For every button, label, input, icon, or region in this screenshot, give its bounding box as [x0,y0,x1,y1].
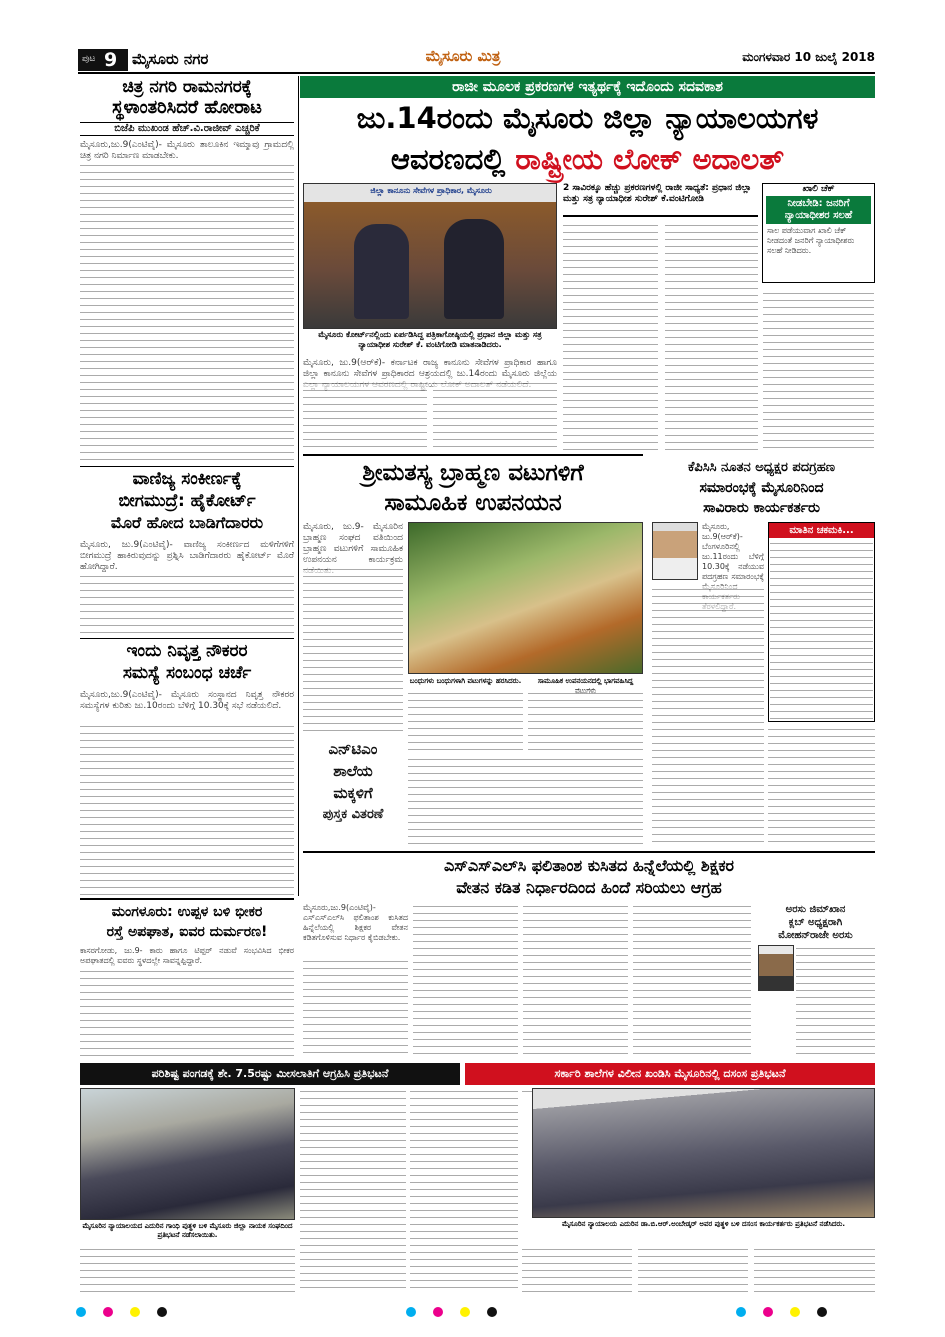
page-label: ಪುಟ [82,54,96,64]
lead-body-col3 [563,222,658,450]
mangaluru-lines [80,968,294,1058]
upanayana-photo [408,522,643,674]
upanayana-caption-right: ಸಾಮೂಹಿಕ ಉಪನಯನದಲ್ಲಿ ಭಾಗವಹಿಸಿದ್ದ [537,677,634,685]
person-right [444,219,504,319]
club-title-2: ಕ್ಲಬ್ ಅಧ್ಯಕ್ಷರಾಗಿ [788,917,843,928]
divider-2 [80,638,294,639]
page-number-box [78,49,128,71]
sslc-body: ಮೈಸೂರು,ಜು.9(ಎಂಟಿವೈ)- ಎಸ್‌ಎಸ್‌ಎಲ್‌ಸಿ ಫಲಿತಾಂಶ ಕುಸಿತದ ಹಿನ್ನೆಲೆಯಲ್ಲಿ ಶಿಕ್ಷಕರ ವೇತನ ಕಡಿತಗೊಳಿಸುವ ನಿರ್ಧಾರ ಕೈಬಿಡಬೇಕು. [303,903,408,942]
kpcc-title-2: ಸಮಾರಂಭಕ್ಕೆ ಮೈಸೂರಿನಿಂದ [699,480,824,496]
lead-body-col1 [303,380,427,450]
bottom-left-title: ಪರಿಶಿಷ್ಟ ಪಂಗಡಕ್ಕೆ ಶೇ. 7.5ರಷ್ಟು ಮೀಸಲಾತಿಗೆ ಆಗ್ರಹಿಸಿ ಪ್ರತಿಭಟನೆ [80,1063,460,1085]
sslc-lines-4 [633,903,751,1058]
ntm-line1: ಎನ್‌ಟಿಎಂ [328,740,378,758]
kpcc-lines-right [768,726,875,846]
kpcc-body: ಮೈಸೂರು, ಜು.9(ಆರ್‌ಕೆ)- ಬೆಂಗಳೂರಿನಲ್ಲಿ ಜು.11ರಂದು ಬೆಳಿಗ್ಗೆ 10.30ಕ್ಕೆ ನಡೆಯುವ ಪದಗ್ರಹಣ ಸಮಾರಂಭಕ್ಕೆ [702,522,764,581]
story3-body: ಮೈಸೂರು,ಜು.9(ಎಂಟಿವೈ)- ಮೈಸೂರು ಸಂಸ್ಥಾನದ ನಿವೃತ್ತ ನೌಕರರ ಸಮಸ್ಯೆಗಳ ಕುರಿತು ಜು.10ರಂದು ಬೆಳಿಗ್ಗೆ 10.30ಕ್ಕೆ ಸಭೆ ನಡೆಯಲಿದೆ. [80,690,294,711]
bottom-right-lines-a [522,1088,532,1098]
divider-upanayana [303,454,643,456]
reg-dot-cyan-2 [406,1307,416,1317]
club-title-3: ಮೋಹನ್‌ರಾಜೇ ಅರಸು [778,930,853,941]
ntm-line4: ಪುಸ್ತಕ ವಿತರಣೆ [322,807,384,822]
header-rule [78,72,875,74]
lead-body-col4 [665,222,758,450]
reg-dot-black-3 [817,1307,827,1317]
sidebar-lines [763,290,874,450]
reg-dot-yellow-2 [460,1307,470,1317]
story3-title-2: ಸಮಸ್ಯೆ ಸಂಬಂಧ ಚರ್ಚೆ [122,663,252,683]
paper-name: ಮೈಸೂರು ಮಿತ್ರ [425,47,501,65]
ntm-box [303,738,403,848]
upanayana-title-2: ಸಾಮೂಹಿಕ ಉಪನಯನ [384,490,562,516]
bottom-left-lines-b [300,1088,406,1294]
reg-dot-black [157,1307,167,1317]
lead-body-col2 [433,380,557,450]
sslc-title-2: ವೇತನ ಕಡಿತ ನಿರ್ಧಾರದಿಂದ ಹಿಂದೆ ಸರಿಯಲು ಆಗ್ರಹ [456,878,722,897]
upanayana-lines-mid [408,690,523,750]
bottom-right-lines-d [754,1246,875,1294]
reg-dot-magenta [103,1307,113,1317]
lead-headline-highlight: ರಾಷ್ಟ್ರೀಯ ಲೋಕ್ ಅದಾಲತ್ [515,142,785,176]
mangaluru-title-2: ರಸ್ತೆ ಅಪಘಾತ, ಐವರ ದುರ್ಮರಣ! [106,924,268,940]
lead-headline-prefix: ಆವರಣದಲ್ಲಿ [390,142,516,176]
reg-dot-yellow [130,1307,140,1317]
bottom-right-lines-c [638,1246,748,1294]
section-name: ಮೈಸೂರು ನಗರ [132,50,209,68]
story1-sub: ಬಿಜೆಪಿ ಮುಖಂಡ ಹೆಚ್.ವಿ.ರಾಜೀವ್ ಎಚ್ಚರಿಕೆ [80,122,294,136]
col-rule-left [298,76,299,896]
story2-title-1: ವಾಣಿಜ್ಯ ಸಂಕೀರ್ಣಕ್ಕೆ [132,469,242,489]
page-number: 9 [104,49,118,71]
divider-1 [80,466,294,467]
story1-body: ಮೈಸೂರು,ಜು.9(ಎಂಟಿವೈ)- ಮೈಸೂರು ತಾಲೂಕಿನ ಇಮ್ಮಾವು ಗ್ರಾಮದಲ್ಲಿ ಚಿತ್ರ ನಗರಿ ನಿರ್ಮಾಣ ಮಾಡಬೇಕು. [80,140,294,161]
sidebar-body: ಸಾಲ ಪಡೆಯುವಾಗ ಖಾಲಿ ಚೆಕ್ ನೀಡದಂತೆ ಜನರಿಗೆ ನ್ಯಾಯಾಧೀಶರು ಸಲಹೆ ನೀಡಿದರು. [767,226,855,255]
club-lines [796,945,875,1055]
lead-kicker: ರಾಜೀ ಮೂಲಕ ಪ್ರಕರಣಗಳ ಇತ್ಯರ್ಥಕ್ಕೆ ಇದೊಂದು ಸದವಕಾಶ [300,76,875,98]
ntm-story-lines [408,756,643,848]
upanayana-caption-left: ಬಂಧುಗಳು ಬಂಧುಗಳಾಗಿ ವಟುಗಳನ್ನು ಹರಸಿದರು. [409,677,522,685]
reg-dot-cyan [76,1307,86,1317]
divider-sslc [303,851,875,853]
upanayana-body: ಮೈಸೂರು, ಜು.9- ಮೈಸೂರಿನ ಬ್ರಾಹ್ಮಣ ಸಂಘದ ವತಿಯಿಂದ ಬ್ರಾಹ್ಮಣ ವಟುಗಳಿಗೆ ಸಾಮೂಹಿಕ ಉಪನಯನ ಕಾರ್ಯಕ್ರಮ [303,522,403,565]
lead-headline-line1: ಜು.14ರಂದು ಮೈಸೂರು ಜಿಲ್ಲಾ ನ್ಯಾಯಾಲಯಗಳ [356,101,819,135]
lead-photo-caption: ಮೈಸೂರು ಕೋರ್ಟ್‌ನಲ್ಲಿಂದು ಏರ್ಪಡಿಸಿದ್ದ ಪತ್ರಿಕಾಗೋಷ್ಠಿಯಲ್ಲಿ ಪ್ರಧಾನ ಜಿಲ್ಲಾ ಮತ್ತು ಸತ್ರ ನ್ಯಾಯಾಧೀಶ ಸುರೇಶ್ ಕೆ. ವಂಟಿಗೋಡಿ ಮಾತನಾಡಿದರು. [318,330,542,349]
divider-mangaluru [80,898,294,900]
registration-marks-center [400,1302,600,1318]
kpcc-title-3: ಸಾವಿರಾರು ಕಾರ್ಯಕರ್ತರು [703,500,820,516]
registration-marks-left [70,1302,330,1318]
upanayana-title-1: ಶ್ರೀಮತಸ್ಯ ಬ್ರಾಹ್ಮಣ ವಟುಗಳಿಗೆ [362,460,584,486]
registration-marks-right [730,1302,890,1318]
reg-dot-magenta-2 [433,1307,443,1317]
lead-photo [303,183,557,329]
sslc-title-1: ಎಸ್‌ಎಸ್‌ಎಲ್‌ಸಿ ಫಲಿತಾಂಶ ಕುಸಿತದ ಹಿನ್ನೆಲೆಯಲ್ಲಿ ಶಿಕ್ಷಕರ [443,856,735,875]
kpcc-title-1: ಕೆಪಿಸಿಸಿ ನೂತನ ಅಧ್ಯಕ್ಷರ ಪದಗ್ರಹಣ [688,460,835,475]
kpcc-box-lines [770,540,873,720]
person-left [354,224,409,319]
ntm-line2: ಶಾಲೆಯ [333,762,373,780]
lead-headline-line2 [300,138,875,180]
sslc-lines-3 [523,903,628,1058]
story1-title-2: ಸ್ಥಳಾಂತರಿಸಿದರೆ ಹೋರಾಟ [112,97,262,118]
mangaluru-body: ಕಾಸರಗೋಡು, ಜು.9- ಕಾರು ಹಾಗೂ ಟಿಪ್ಪರ್ ನಡುವೆ ಸಂಭವಿಸಿದ ಭೀಕರ ಅಪಘಾತದಲ್ಲಿ ಐವರು ಸ್ಥಳದಲ್ಲೇ ಸಾವನ್ನಪ್ಪಿದ್ದಾರೆ. [80,946,294,965]
bottom-right-title: ಸರ್ಕಾರಿ ಶಾಲೆಗಳ ವಿಲೀನ ಖಂಡಿಸಿ ಮೈಸೂರಿನಲ್ಲಿ ದಸಂಸ ಪ್ರತಿಭಟನೆ [465,1063,875,1085]
bottom-left-caption: ಮೈಸೂರಿನ ನ್ಯಾಯಾಲಯದ ಎದುರಿನ ಗಾಂಧಿ ಪುತ್ಥಳಿ ಬಳಿ ಮೈಸೂರು ಜಿಲ್ಲಾ ನಾಯಕ ಸಂಘದಿಂದ ಪ್ರತಿಭಟನೆ ನಡೆಸಲಾಯಿತು. [82,1222,293,1239]
sidebar-kicker: ಖಾಲಿ ಚೆಕ್ [802,184,835,194]
upanayana-lines-right [528,690,643,750]
upanayana-lines-left [303,566,403,734]
reg-dot-magenta-3 [763,1307,773,1317]
lead-body: ಮೈಸೂರು, ಜು.9(ಆರ್‌ಕೆ)- ಕರ್ನಾಟಕ ರಾಜ್ಯ ಕಾನೂನು ಸೇವೆಗಳ ಪ್ರಾಧಿಕಾರ ಹಾಗೂ ಜಿಲ್ಲಾ ಕಾನೂನು ಸೇವೆಗಳ ಪ್ರಾಧಿಕಾರದ ಆಶ್ರಯದಲ್ಲಿ ಜು.14ರಂದು ಮೈಸೂರು ಜಿಲ್ಲೆಯ [303,358,557,379]
mangaluru-title-1: ಮಂಗಳೂರು: ಉಪ್ಪಳ ಬಳಿ ಭೀಕರ [111,904,263,920]
bottom-left-lines-c [410,1088,518,1294]
sslc-lines-1 [303,958,408,1058]
bottom-right-caption: ಮೈಸೂರಿನ ನ್ಯಾಯಾಲಯ ಎದುರಿನ ಡಾ.ಬಿ.ಆರ್.ಅಂಬೇಡ್ಕರ್ ಅವರ ಪುತ್ಥಳಿ ಬಳಿ ದಸಂಸ ಕಾರ್ಯಕರ್ತರು ಪ್ರತಿಭಟನೆ ನಡೆಸಿದರು. [561,1220,846,1228]
bottom-right-lines-b [522,1246,632,1294]
club-title-1: ಅರಸು ಜಿಮ್‌ಖಾನ [785,904,846,915]
kpcc-lines [652,586,764,846]
story2-body: ಮೈಸೂರು, ಜು.9(ಎಂಟಿವೈ)- ವಾಣಿಜ್ಯ ಸಂಕೀರ್ಣದ ಮಳಿಗೆಗಳಿಗೆ ಬೀಗಮುದ್ರೆ ಹಾಕಿರುವುದನ್ನು ಪ್ರಶ್ನಿಸಿ ಬಾಡಿಗೆದಾರರು ಹೈಕೋರ್ಟ್ ಮೊರೆ ಹೋಗಿದ್ದಾರೆ. [80,540,294,572]
story2-title-2: ಬೀಗಮುದ್ರೆ: ಹೈಕೋರ್ಟ್ [118,491,256,511]
club-photo [758,945,794,991]
ntm-line3: ಮಕ್ಕಳಿಗೆ [333,784,373,802]
sidebar-box [762,183,875,283]
sidebar-title: ನೀಡಬೇಡಿ: ಜನರಿಗೆ ನ್ಯಾಯಾಧೀಶರ ಸಲಹೆ [766,196,871,224]
reg-dot-yellow-3 [790,1307,800,1317]
reg-dot-cyan-3 [736,1307,746,1317]
story2-lines [80,573,294,635]
date-line: ಮಂಗಳವಾರ 10 ಜುಲೈ 2018 [742,50,875,64]
bottom-left-lines-a [80,1246,295,1294]
story1-lines [80,162,294,462]
bottom-left-photo [80,1088,295,1220]
club-box [756,903,875,1058]
lead-subhead: 2 ಸಾವಿರಕ್ಕೂ ಹೆಚ್ಚು ಪ್ರಕರಣಗಳಲ್ಲಿ ರಾಜೀ ಸಾಧ್ಯತೆ: ಪ್ರಧಾನ ಜಿಲ್ಲಾ ಮತ್ತು ಸತ್ರ ನ್ಯಾಯಾಧೀಶ ಸುರೇಶ್ ಕೆ.ವಂಟಿಗೋಡಿ [563,183,758,217]
lead-photo-banner: ಜಿಲ್ಲಾ ಕಾನೂನು ಸೇವೆಗಳ ಪ್ರಾಧಿಕಾರ, ಮೈಸೂರು [370,186,492,195]
kpcc-box-title: ಮಾತಿನ ಚಕಮಕಿ... [769,523,874,538]
bottom-right-photo [532,1088,875,1218]
story3-lines [80,723,294,895]
reg-dot-black-2 [487,1307,497,1317]
story1-title-1: ಚಿತ್ರ ನಗರಿ ರಾಮನಗರಕ್ಕೆ [122,77,252,97]
story2-title-3: ಮೊರೆ ಹೋದ ಬಾಡಿಗೆದಾರರು [110,513,264,532]
kpcc-photo [652,522,698,580]
story3-title-1: ಇಂದು ನಿವೃತ್ತ ನೌಕರರ [126,641,248,661]
sslc-lines-2 [413,903,518,1058]
